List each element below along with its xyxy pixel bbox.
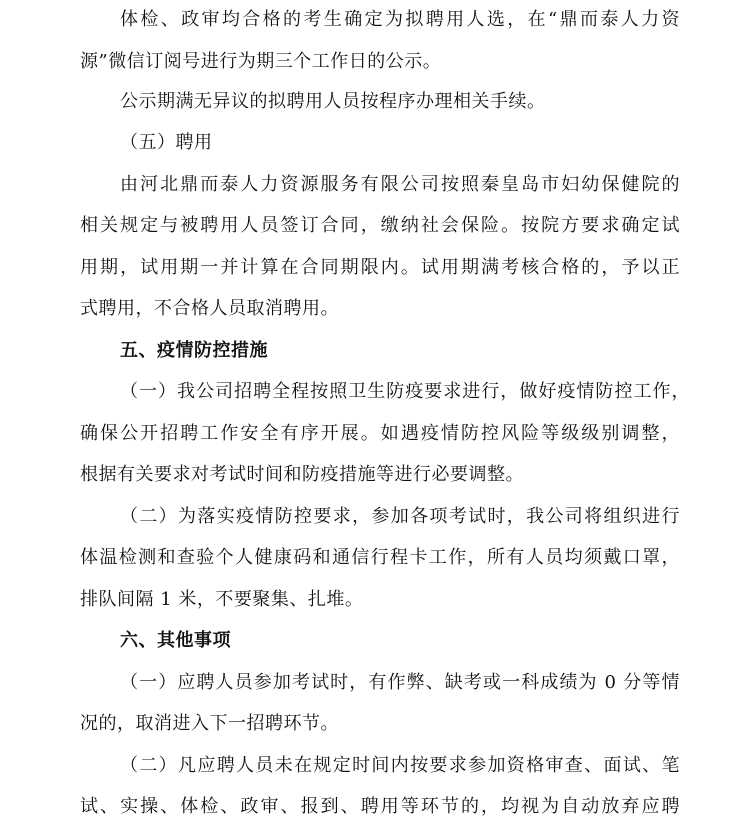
paragraph-line: （二）为落实疫情防控要求，参加各项考试时，我公司将组织进行	[120, 506, 680, 527]
section-heading: 六、其他事项	[120, 630, 231, 651]
paragraph-line: （二）凡应聘人员未在规定时间内按要求参加资格审查、面试、笔	[120, 755, 680, 776]
paragraph-line: 体检、政审均合格的考生确定为拟聘用人选，在“鼎而泰人力资	[120, 9, 680, 30]
paragraph-line: 试、实操、体检、政审、报到、聘用等环节的，均视为自动放弃应聘	[80, 796, 680, 817]
paragraph-line: 用期，试用期一并计算在合同期限内。试用期满考核合格的，予以正	[80, 257, 680, 278]
paragraph-line: 排队间隔 1 米，不要聚集、扎堆。	[80, 589, 364, 610]
paragraph-line: （一）应聘人员参加考试时，有作弊、缺考或一科成绩为 0 分等情	[120, 672, 680, 693]
paragraph-line: 确保公开招聘工作安全有序开展。如遇疫情防控风险等级级别调整，	[80, 423, 680, 444]
paragraph-line: 体温检测和查验个人健康码和通信行程卡工作，所有人员均须戴口罩，	[80, 547, 680, 568]
paragraph-line: 由河北鼎而泰人力资源服务有限公司按照秦皇岛市妇幼保健院的	[120, 174, 680, 195]
section-subheading: （五）聘用	[120, 132, 213, 153]
paragraph-line: （一）我公司招聘全程按照卫生防疫要求进行，做好疫情防控工作，	[120, 381, 690, 402]
paragraph-line: 源”微信订阅号进行为期三个工作日的公示。	[80, 51, 442, 72]
paragraph-line: 相关规定与被聘用人员签订合同，缴纳社会保险。按院方要求确定试	[80, 215, 680, 236]
paragraph-line: 式聘用，不合格人员取消聘用。	[80, 298, 339, 319]
paragraph-line: 根据有关要求对考试时间和防疫措施等进行必要调整。	[80, 464, 524, 485]
section-heading: 五、疫情防控措施	[120, 340, 268, 361]
paragraph-line: 公示期满无异议的拟聘用人员按程序办理相关手续。	[120, 91, 546, 112]
paragraph-line: 况的，取消进入下一招聘环节。	[80, 713, 339, 734]
